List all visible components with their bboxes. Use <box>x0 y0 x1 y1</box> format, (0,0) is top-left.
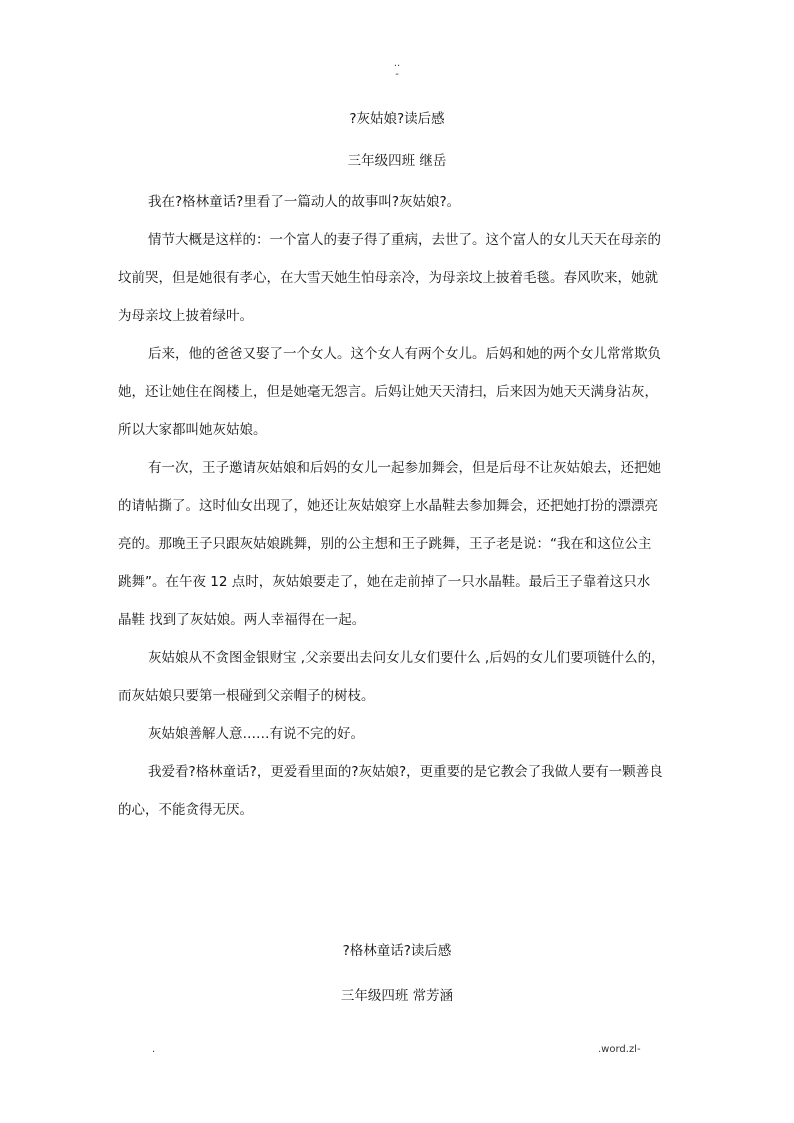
paragraph-line: 所以大家都叫她灰姑娘。 <box>118 422 267 438</box>
paragraph-line: 为母亲坟上披着绿叶。 <box>118 308 253 324</box>
paragraph-line: 后来，他的爸爸又娶了一个女人。这个女人有两个女儿。后妈和她的两个女儿常常欺负 <box>148 346 661 362</box>
essay2-title: ?格林童话?读后感 <box>342 943 452 959</box>
footer-watermark: .word.zl- <box>598 1044 641 1055</box>
paragraph-line: 她，还让她住在阁楼上，但是她毫无怨言。后妈让她天天清扫，后来因为她天天满身沾灰， <box>118 384 658 400</box>
paragraph-line: 灰姑娘善解人意……有说不完的好。 <box>148 726 364 742</box>
paragraph-line: 我在?格林童话?里看了一篇动人的故事叫?灰姑娘?。 <box>148 194 461 210</box>
footer-left-mark: . <box>152 1044 156 1055</box>
paragraph-line: 有一次，王子邀请灰姑娘和后妈的女儿一起参加舞会，但是后母不让灰姑娘去，还把她 <box>148 460 661 476</box>
essay1-title: ?灰姑娘?读后感 <box>349 111 445 127</box>
paragraph <box>118 648 678 706</box>
paragraph-line: 跳舞”。在午夜 12 点时，灰姑娘要走了，她在走前掉了一只水晶鞋。最后王子靠着这只水 <box>118 574 651 590</box>
paragraph-line: 情节大概是这样的：一个富人的妻子得了重病，去世了。这个富人的女儿天天在母亲的 <box>148 232 661 248</box>
paragraph-line: 晶鞋 找到了灰姑娘。两人幸福得在一起。 <box>118 612 366 628</box>
paragraph-line: 的请帖撕了。这时仙女出现了，她还让灰姑娘穿上水晶鞋去参加舞会，还把她打扮的漂漂亮 <box>118 498 658 514</box>
paragraph <box>118 724 678 744</box>
paragraph-line: 的心，不能贪得无厌。 <box>118 802 253 818</box>
essay1-author: 三年级四班 继岳 <box>347 153 447 169</box>
paragraph <box>118 192 678 212</box>
paragraph-line: 坟前哭，但是她很有孝心，在大雪天她生怕母亲冷，为母亲坟上披着毛毯。春风吹来，她就 <box>118 270 658 286</box>
paragraph <box>118 458 678 630</box>
header-dash: - <box>395 69 399 80</box>
paragraph <box>118 230 678 326</box>
essay1-body <box>118 192 678 820</box>
paragraph-line: 我爱看?格林童话?，更爱看里面的?灰姑娘?，更重要的是它教会了我做人要有一颗善良 <box>148 764 663 780</box>
header-dots: .. <box>393 58 401 69</box>
paragraph-line: 灰姑娘从不贪图金银财宝 ,父亲要出去问女儿女们要什么 ,后妈的女儿们要项链什么的， <box>148 650 665 666</box>
paragraph-line: 而灰姑娘只要第一根碰到父亲帽子的树枝。 <box>118 688 375 704</box>
paragraph <box>118 344 678 440</box>
paragraph-line: 亮的。那晚王子只跟灰姑娘跳舞，别的公主想和王子跳舞，王子老是说：“我在和这位公主 <box>118 536 652 552</box>
paragraph <box>118 762 678 820</box>
essay2-author: 三年级四班 常芳涵 <box>340 988 454 1004</box>
